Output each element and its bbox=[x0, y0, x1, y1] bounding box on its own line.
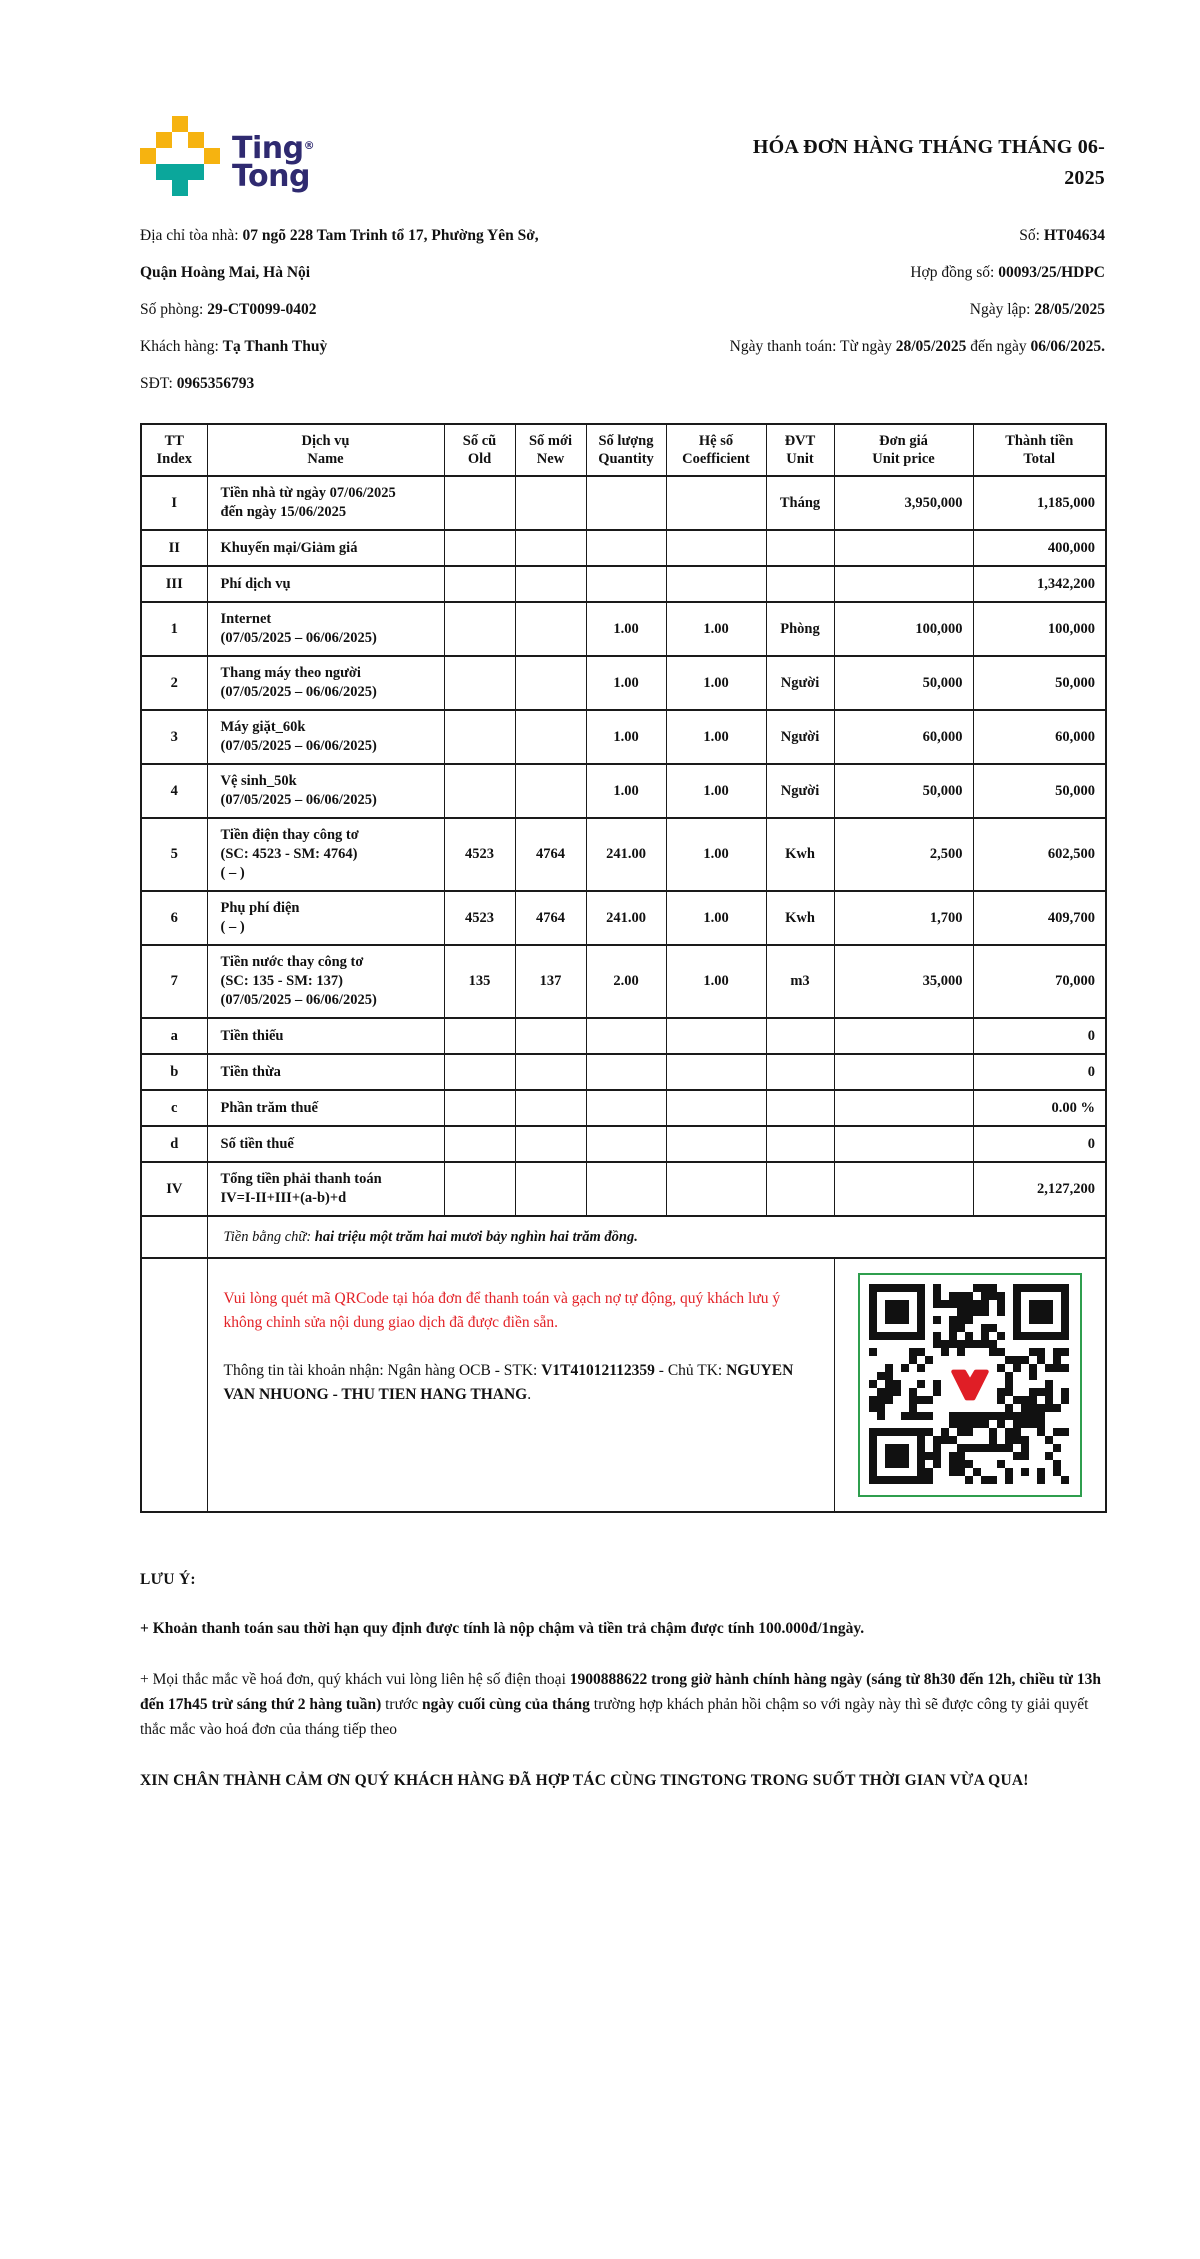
cell-unit-price: 50,000 bbox=[834, 656, 973, 710]
bank-account-info: Thông tin tài khoản nhận: Ngân hàng OCB - STK: V1T41012112359 - Chủ TK: NGUYEN VAN NHUONG - THU TIEN HANG THANG. bbox=[223, 1362, 794, 1403]
cell-new bbox=[515, 1018, 586, 1054]
cell-coefficient: 1.00 bbox=[666, 656, 766, 710]
cell-unit-price bbox=[834, 566, 973, 602]
cell-quantity bbox=[586, 1018, 666, 1054]
empty-cell bbox=[141, 1216, 207, 1258]
cell-index: IV bbox=[141, 1162, 207, 1216]
service-name-line: Máy giặt_60k bbox=[220, 719, 306, 735]
cell-unit-price: 3,950,000 bbox=[834, 476, 973, 530]
table-row bbox=[141, 818, 1106, 891]
invoice-title-line2: 2025 bbox=[1064, 167, 1105, 189]
cell-total: 50,000 bbox=[973, 764, 1106, 818]
cell-old bbox=[444, 1054, 515, 1090]
table-row bbox=[141, 602, 1106, 656]
cell-unit-price bbox=[834, 1018, 973, 1054]
logo-pixel bbox=[140, 132, 156, 148]
cell-index: d bbox=[141, 1126, 207, 1162]
cell-index: 3 bbox=[141, 710, 207, 764]
cell-service-name bbox=[207, 1054, 444, 1090]
table-row bbox=[141, 1126, 1106, 1162]
cell-quantity bbox=[586, 1090, 666, 1126]
cell-index: II bbox=[141, 530, 207, 566]
cell-total: 50,000 bbox=[973, 656, 1106, 710]
table-row bbox=[141, 1090, 1106, 1126]
cell-unit: Phòng bbox=[766, 602, 834, 656]
payment-instructions bbox=[207, 1258, 834, 1512]
cell-coefficient bbox=[666, 530, 766, 566]
logo-pixel bbox=[156, 148, 172, 164]
table-row bbox=[141, 764, 1106, 818]
service-name-line: Phần trăm thuế bbox=[220, 1099, 318, 1116]
cell-unit-price: 60,000 bbox=[834, 710, 973, 764]
table-body bbox=[141, 476, 1106, 1216]
cell-service-name bbox=[207, 818, 444, 891]
cell-coefficient: 1.00 bbox=[666, 891, 766, 945]
cell-index: 4 bbox=[141, 764, 207, 818]
cell-total: 0.00 % bbox=[973, 1090, 1106, 1126]
account-number: V1T41012112359 bbox=[541, 1362, 655, 1379]
logo-pixel bbox=[156, 180, 172, 196]
cell-total: 409,700 bbox=[973, 891, 1106, 945]
cell-quantity bbox=[586, 1054, 666, 1090]
cell-coefficient bbox=[666, 566, 766, 602]
cell-new bbox=[515, 602, 586, 656]
service-name-line: Phí dịch vụ bbox=[220, 575, 291, 592]
cell-service-name bbox=[207, 1162, 444, 1216]
cell-unit-price: 50,000 bbox=[834, 764, 973, 818]
service-name-line: Tổng tiền phải thanh toán bbox=[220, 1171, 382, 1187]
logo-pixel bbox=[156, 164, 172, 180]
late-payment-note: + Khoản thanh toán sau thời hạn quy định được tính là nộp chậm và tiền trả chậm được tính 100.000đ/1ngày. bbox=[140, 1620, 865, 1637]
table-row bbox=[141, 1054, 1106, 1090]
cell-unit bbox=[766, 1126, 834, 1162]
cell-unit: Tháng bbox=[766, 476, 834, 530]
logo-pixel bbox=[172, 148, 188, 164]
cell-old bbox=[444, 710, 515, 764]
cell-unit: m3 bbox=[766, 945, 834, 1018]
cell-unit-price: 1,700 bbox=[834, 891, 973, 945]
logo-pixel bbox=[204, 132, 220, 148]
cell-coefficient: 1.00 bbox=[666, 710, 766, 764]
cell-unit bbox=[766, 1162, 834, 1216]
logo-pixel bbox=[172, 132, 188, 148]
col-quantity: Số lượng Quantity bbox=[586, 424, 666, 476]
cell-total: 1,185,000 bbox=[973, 476, 1106, 530]
cell-new bbox=[515, 1162, 586, 1216]
cell-coefficient bbox=[666, 1162, 766, 1216]
cell-unit bbox=[766, 1090, 834, 1126]
cell-unit bbox=[766, 1018, 834, 1054]
col-unit: ĐVT Unit bbox=[766, 424, 834, 476]
logo-wordmark bbox=[232, 131, 315, 194]
info-right bbox=[730, 226, 1105, 411]
cell-coefficient: 1.00 bbox=[666, 764, 766, 818]
cell-coefficient: 1.00 bbox=[666, 818, 766, 891]
cell-total: 602,500 bbox=[973, 818, 1106, 891]
cell-unit bbox=[766, 530, 834, 566]
cell-new: 137 bbox=[515, 945, 586, 1018]
cell-unit-price: 2,500 bbox=[834, 818, 973, 891]
logo-pixel bbox=[188, 148, 204, 164]
info-left bbox=[140, 226, 539, 411]
cell-old bbox=[444, 476, 515, 530]
cell-unit-price: 100,000 bbox=[834, 602, 973, 656]
issue-date: Ngày lập: 28/05/2025 bbox=[969, 301, 1105, 318]
service-name-line: Tiền thiếu bbox=[220, 1027, 284, 1044]
logo-pixel bbox=[188, 164, 204, 180]
account-holder: NGUYEN VAN NHUONG - THU TIEN HANG THANG bbox=[223, 1362, 794, 1403]
cell-total: 0 bbox=[973, 1018, 1106, 1054]
service-name-line: ( – ) bbox=[220, 865, 245, 881]
cell-index: III bbox=[141, 566, 207, 602]
cell-coefficient bbox=[666, 1126, 766, 1162]
footer-notes bbox=[140, 1571, 1105, 1793]
cell-service-name bbox=[207, 476, 444, 530]
cell-total: 2,127,200 bbox=[973, 1162, 1106, 1216]
payment-period: Ngày thanh toán: Từ ngày 28/05/2025 đến ngày 06/06/2025. bbox=[729, 338, 1105, 355]
cell-total: 400,000 bbox=[973, 530, 1106, 566]
cell-index: b bbox=[141, 1054, 207, 1090]
col-total: Thành tiền Total bbox=[973, 424, 1106, 476]
cell-unit-price bbox=[834, 1090, 973, 1126]
payment-qr-row bbox=[141, 1258, 1106, 1512]
cell-service-name bbox=[207, 530, 444, 566]
building-address-line2: Quận Hoàng Mai, Hà Nội bbox=[140, 264, 311, 281]
cell-coefficient bbox=[666, 1054, 766, 1090]
logo-pixel bbox=[140, 148, 156, 164]
cell-old bbox=[444, 1126, 515, 1162]
cell-index: c bbox=[141, 1090, 207, 1126]
room-number: Số phòng: 29-CT0099-0402 bbox=[140, 301, 317, 318]
logo-pixel bbox=[188, 116, 204, 132]
header bbox=[140, 116, 1105, 196]
cell-new bbox=[515, 710, 586, 764]
qr-code bbox=[858, 1273, 1082, 1497]
cell-index: 7 bbox=[141, 945, 207, 1018]
invoice-title bbox=[665, 132, 1105, 194]
customer-phone: SĐT: 0965356793 bbox=[140, 375, 255, 392]
invoice-number: Số: HT04634 bbox=[1019, 227, 1105, 244]
service-name-line: Internet bbox=[220, 611, 272, 627]
logo-pixel bbox=[204, 116, 220, 132]
service-name-line: Tiền nhà từ ngày 07/06/2025 bbox=[220, 485, 396, 501]
cell-index: 6 bbox=[141, 891, 207, 945]
service-name-line: (07/05/2025 – 06/06/2025) bbox=[220, 992, 377, 1008]
cell-service-name bbox=[207, 1090, 444, 1126]
cell-unit-price: 35,000 bbox=[834, 945, 973, 1018]
table-extra bbox=[141, 1216, 1106, 1512]
cell-old bbox=[444, 566, 515, 602]
service-name-line: Tiền nước thay công tơ bbox=[220, 954, 364, 970]
cell-service-name bbox=[207, 1018, 444, 1054]
cell-quantity bbox=[586, 1126, 666, 1162]
cell-new bbox=[515, 1126, 586, 1162]
cell-service-name bbox=[207, 656, 444, 710]
service-name-line: đến ngày 15/06/2025 bbox=[220, 504, 347, 520]
cell-new bbox=[515, 656, 586, 710]
cell-unit: Kwh bbox=[766, 818, 834, 891]
service-name-line: Phụ phí điện bbox=[220, 900, 300, 916]
cell-unit-price bbox=[834, 1162, 973, 1216]
qr-scan-warning: Vui lòng quét mã QRCode tại hóa đơn để thanh toán và gạch nợ tự động, quý khách lưu ý không chỉnh sửa nội dung giao dịch đã được điền sẵn. bbox=[223, 1290, 781, 1331]
cell-old bbox=[444, 656, 515, 710]
logo-pixel bbox=[140, 180, 156, 196]
col-name: Dịch vụ Name bbox=[207, 424, 444, 476]
cell-total: 70,000 bbox=[973, 945, 1106, 1018]
cell-unit-price bbox=[834, 1126, 973, 1162]
amount-in-words-row bbox=[141, 1216, 1106, 1258]
logo-text-tong: Tong bbox=[232, 159, 310, 194]
logo-pixel bbox=[156, 132, 172, 148]
cell-old bbox=[444, 1090, 515, 1126]
invoice-table bbox=[140, 423, 1107, 1513]
service-name-line: Vệ sinh_50k bbox=[220, 773, 297, 789]
cell-coefficient: 1.00 bbox=[666, 602, 766, 656]
cell-quantity: 2.00 bbox=[586, 945, 666, 1018]
cell-unit-price bbox=[834, 530, 973, 566]
customer-name: Khách hàng: Tạ Thanh Thuỳ bbox=[140, 338, 328, 355]
cell-coefficient bbox=[666, 476, 766, 530]
cell-service-name bbox=[207, 710, 444, 764]
logo-pixel bbox=[172, 164, 188, 180]
logo-pixel bbox=[188, 132, 204, 148]
invoice-title-line1: HÓA ĐƠN HÀNG THÁNG THÁNG 06- bbox=[752, 136, 1105, 158]
logo-pixel bbox=[140, 164, 156, 180]
service-name-line: (07/05/2025 – 06/06/2025) bbox=[220, 792, 377, 808]
cell-unit: Người bbox=[766, 656, 834, 710]
cell-index: 5 bbox=[141, 818, 207, 891]
notes-title: LƯU Ý: bbox=[140, 1571, 196, 1588]
col-index: TT Index bbox=[141, 424, 207, 476]
table-row bbox=[141, 710, 1106, 764]
cell-index: I bbox=[141, 476, 207, 530]
col-unit-price: Đơn giá Unit price bbox=[834, 424, 973, 476]
logo-pixel bbox=[204, 180, 220, 196]
cell-total: 1,342,200 bbox=[973, 566, 1106, 602]
cell-quantity bbox=[586, 566, 666, 602]
contract-number: Hợp đồng số: 00093/25/HDPC bbox=[910, 264, 1105, 281]
qr-center-v-logo-icon bbox=[944, 1359, 996, 1411]
service-name-line: Thang máy theo người bbox=[220, 665, 361, 681]
service-name-line: (SC: 4523 - SM: 4764) bbox=[220, 846, 358, 862]
qr-cell bbox=[834, 1258, 1106, 1512]
logo-pixel bbox=[188, 180, 204, 196]
cell-old bbox=[444, 1018, 515, 1054]
cell-service-name bbox=[207, 945, 444, 1018]
service-name-line: Tiền điện thay công tơ bbox=[220, 827, 359, 843]
cell-quantity: 241.00 bbox=[586, 818, 666, 891]
service-name-line: (07/05/2025 – 06/06/2025) bbox=[220, 684, 377, 700]
cell-index: 1 bbox=[141, 602, 207, 656]
table-row bbox=[141, 1162, 1106, 1216]
cell-quantity: 1.00 bbox=[586, 602, 666, 656]
logo-pixel bbox=[156, 116, 172, 132]
cell-old: 135 bbox=[444, 945, 515, 1018]
logo-pixel bbox=[204, 164, 220, 180]
cell-total: 0 bbox=[973, 1126, 1106, 1162]
thank-you-message: XIN CHÂN THÀNH CẢM ƠN QUÝ KHÁCH HÀNG ĐÃ HỢP TÁC CÙNG TINGTONG TRONG SUỐT THỜI GIAN VỪA QUA! bbox=[140, 1772, 1029, 1789]
cell-coefficient bbox=[666, 1018, 766, 1054]
table-row bbox=[141, 1018, 1106, 1054]
cell-service-name bbox=[207, 891, 444, 945]
cell-unit: Người bbox=[766, 710, 834, 764]
cell-index: a bbox=[141, 1018, 207, 1054]
table-row bbox=[141, 656, 1106, 710]
cell-new bbox=[515, 1090, 586, 1126]
logo-pixel bbox=[172, 180, 188, 196]
cell-unit: Kwh bbox=[766, 891, 834, 945]
cell-quantity bbox=[586, 530, 666, 566]
table-header bbox=[141, 424, 1106, 476]
cell-old bbox=[444, 602, 515, 656]
cell-new bbox=[515, 1054, 586, 1090]
service-name-line: (07/05/2025 – 06/06/2025) bbox=[220, 738, 377, 754]
cell-unit bbox=[766, 1054, 834, 1090]
cell-total: 60,000 bbox=[973, 710, 1106, 764]
cell-new bbox=[515, 566, 586, 602]
logo-pixel bbox=[172, 116, 188, 132]
hotline-note: + Mọi thắc mắc về hoá đơn, quý khách vui lòng liên hệ số điện thoại 1900888622 trong giờ hành chính hàng ngày (sáng từ 8h30 đến 12h, chiều từ 13h đến 17h45 trừ sáng thứ 2 hàng tuần) trước ngày cuối cùng của tháng trường hợp khách phản hồi chậm so với ngày này thì sẽ được công ty giải quyết thắc mắc vào hoá đơn của tháng tiếp theo bbox=[140, 1671, 1101, 1738]
tingtong-logo-icon bbox=[140, 116, 220, 196]
logo-pixel bbox=[140, 116, 156, 132]
cell-old bbox=[444, 1162, 515, 1216]
empty-cell bbox=[141, 1258, 207, 1512]
cell-old: 4523 bbox=[444, 891, 515, 945]
service-name-line: (07/05/2025 – 06/06/2025) bbox=[220, 630, 377, 646]
cell-service-name bbox=[207, 764, 444, 818]
table-row bbox=[141, 891, 1106, 945]
cell-old: 4523 bbox=[444, 818, 515, 891]
cell-unit bbox=[766, 566, 834, 602]
table-row bbox=[141, 566, 1106, 602]
cell-quantity: 1.00 bbox=[586, 710, 666, 764]
cell-old bbox=[444, 530, 515, 566]
cell-index: 2 bbox=[141, 656, 207, 710]
cell-quantity: 1.00 bbox=[586, 764, 666, 818]
brand-logo bbox=[140, 116, 314, 196]
service-name-line: Tiền thừa bbox=[220, 1063, 281, 1080]
invoice-info bbox=[140, 226, 1105, 411]
col-coefficient: Hệ số Coefficient bbox=[666, 424, 766, 476]
logo-text-ting: Ting bbox=[232, 131, 304, 166]
service-name-line: ( – ) bbox=[220, 919, 245, 935]
cell-total: 100,000 bbox=[973, 602, 1106, 656]
cell-quantity bbox=[586, 1162, 666, 1216]
cell-new: 4764 bbox=[515, 891, 586, 945]
cell-old bbox=[444, 764, 515, 818]
cell-quantity: 241.00 bbox=[586, 891, 666, 945]
cell-new bbox=[515, 764, 586, 818]
cell-service-name bbox=[207, 602, 444, 656]
service-name-line: Khuyến mại/Giảm giá bbox=[220, 539, 358, 556]
cell-service-name bbox=[207, 1126, 444, 1162]
building-address-line1: Địa chỉ tòa nhà: 07 ngõ 228 Tam Trinh tổ 17, Phường Yên Sở, bbox=[140, 227, 539, 244]
cell-new: 4764 bbox=[515, 818, 586, 891]
col-new: Số mới New bbox=[515, 424, 586, 476]
table-row bbox=[141, 945, 1106, 1018]
table-row bbox=[141, 476, 1106, 530]
cell-new bbox=[515, 530, 586, 566]
service-name-line: IV=I-II+III+(a-b)+d bbox=[220, 1190, 347, 1206]
service-name-line: Số tiền thuế bbox=[220, 1135, 294, 1152]
cell-unit: Người bbox=[766, 764, 834, 818]
logo-pixel bbox=[204, 148, 220, 164]
col-old: Số cũ Old bbox=[444, 424, 515, 476]
cell-coefficient bbox=[666, 1090, 766, 1126]
service-name-line: (SC: 135 - SM: 137) bbox=[220, 973, 343, 989]
cell-unit-price bbox=[834, 1054, 973, 1090]
cell-coefficient: 1.00 bbox=[666, 945, 766, 1018]
table-row bbox=[141, 530, 1106, 566]
registered-mark: ® bbox=[303, 139, 315, 152]
cell-quantity bbox=[586, 476, 666, 530]
amount-in-words: Tiền bằng chữ: hai triệu một trăm hai mươi bảy nghìn hai trăm đồng. bbox=[207, 1216, 1106, 1258]
cell-quantity: 1.00 bbox=[586, 656, 666, 710]
cell-total: 0 bbox=[973, 1054, 1106, 1090]
cell-service-name bbox=[207, 566, 444, 602]
cell-new bbox=[515, 476, 586, 530]
